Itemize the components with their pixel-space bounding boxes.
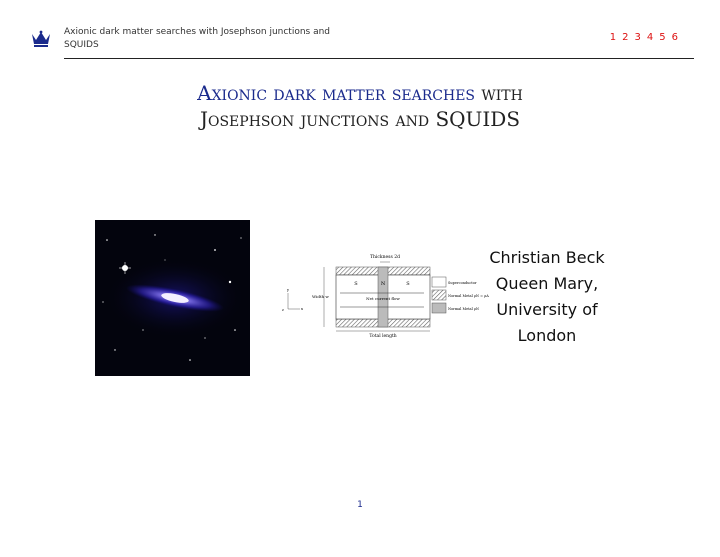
author-block <box>474 245 620 349</box>
author-name: Christian Beck <box>489 248 605 267</box>
slide-nav <box>610 32 678 43</box>
n-label: N <box>380 281 386 287</box>
author-affiliation-2: University of <box>496 300 598 319</box>
total-length-label: Total length <box>369 334 397 339</box>
title-line2: Josephson junctions and SQUIDS <box>199 107 521 131</box>
nav-link-6[interactable]: 6 <box>671 32 678 43</box>
nav-link-3[interactable]: 3 <box>634 32 641 43</box>
axis-x-label: x <box>301 307 303 311</box>
axis-z-label: z <box>282 308 284 312</box>
header-title: Axionic dark matter searches with Josephson junctions and SQUIDS <box>64 27 331 50</box>
legend-superconductor-label: Superconductor <box>448 281 477 285</box>
width-label: Width w <box>312 294 329 299</box>
page-number: 1 <box>357 500 363 510</box>
crown-logo-icon <box>31 30 51 48</box>
header-divider <box>64 58 694 59</box>
title-part2: with <box>481 81 523 105</box>
legend-normal1-label: Normal Metal ρN = ρA <box>448 294 489 298</box>
legend-normal2-label: Normal Metal ρN <box>448 307 479 311</box>
slide-title <box>0 80 720 132</box>
title-part1: Axionic dark matter searches <box>197 81 476 105</box>
s-right-label: S <box>406 281 410 287</box>
legend-superconductor-swatch <box>432 277 446 287</box>
legend-normal1-swatch <box>432 290 446 300</box>
net-current-label: Net current flow <box>366 296 400 301</box>
nav-link-2[interactable]: 2 <box>622 32 629 43</box>
legend-normal2-swatch <box>432 303 446 313</box>
author-affiliation-3: London <box>517 326 577 345</box>
s-left-label: S <box>354 281 358 287</box>
josephson-junction-diagram <box>282 247 492 347</box>
galaxy-image <box>95 220 250 376</box>
thickness-label: Thickness 2d <box>370 255 400 260</box>
axis-y-label: y <box>287 288 289 292</box>
nav-link-4[interactable]: 4 <box>646 32 654 43</box>
author-affiliation-1: Queen Mary, <box>495 274 599 293</box>
nav-link-1[interactable]: 1 <box>609 32 617 43</box>
nav-link-5[interactable]: 5 <box>659 32 666 43</box>
galaxy-picture <box>95 220 250 376</box>
slide-header <box>0 0 720 58</box>
